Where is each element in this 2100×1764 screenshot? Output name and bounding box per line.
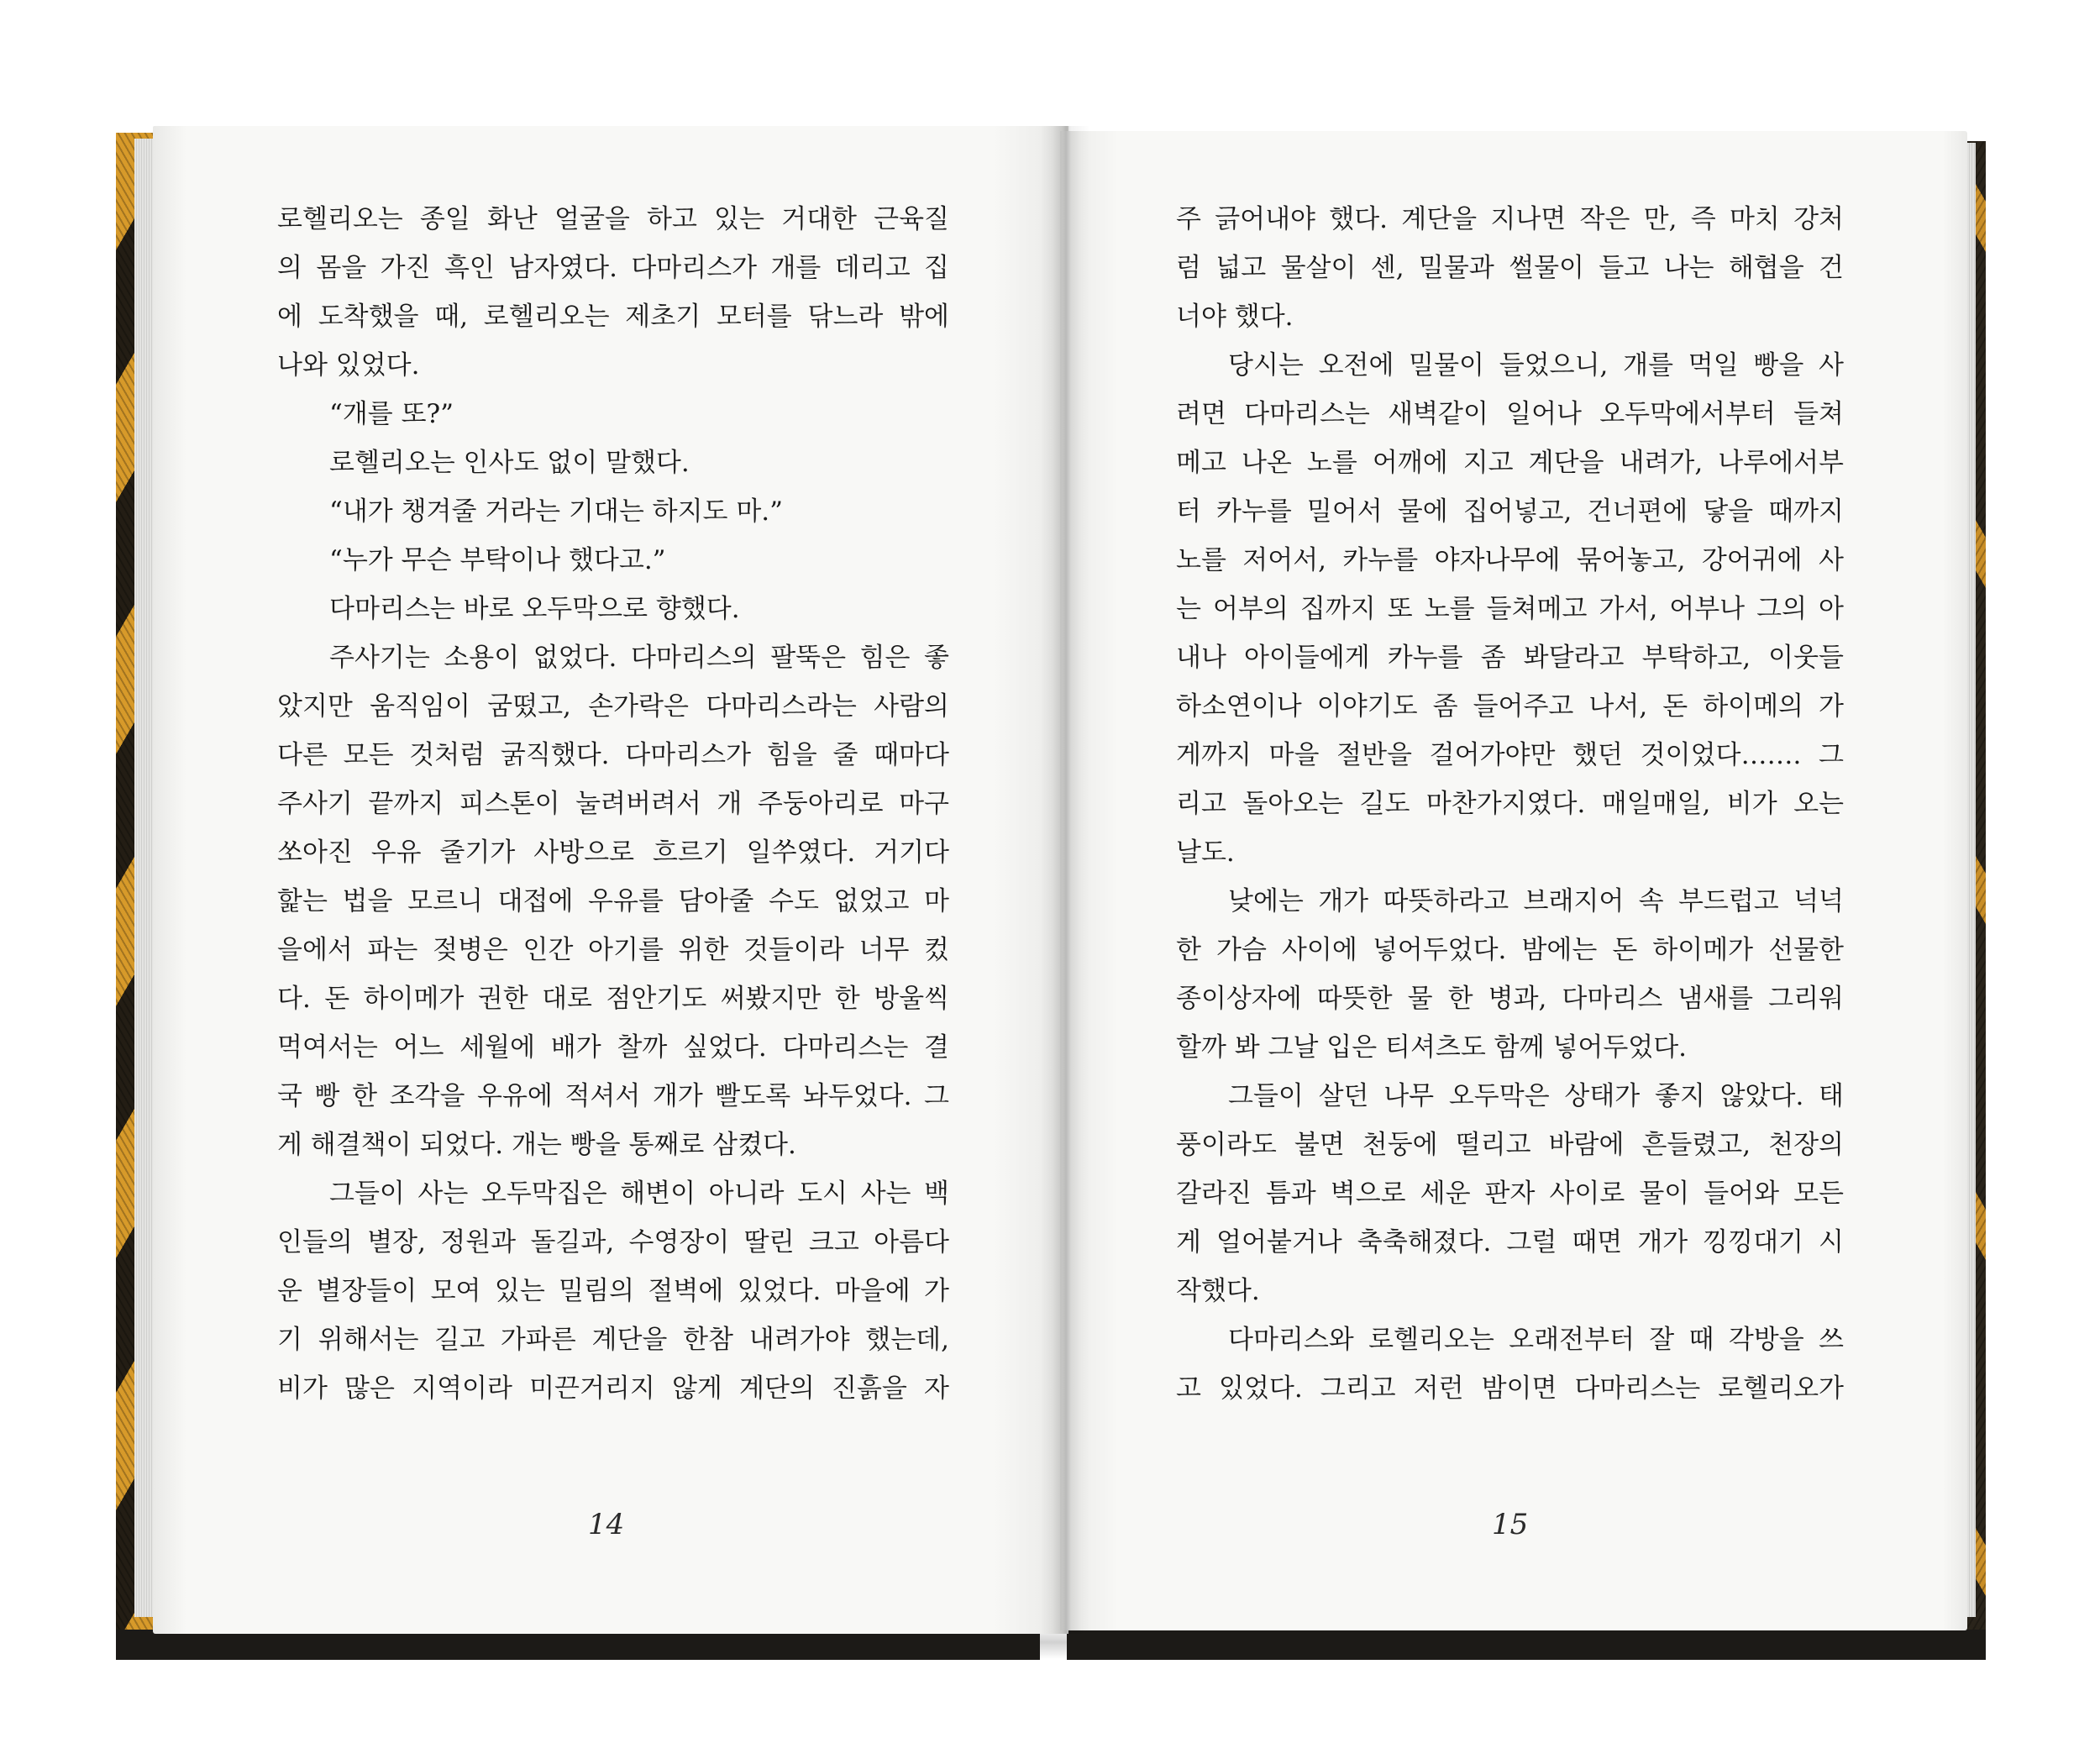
text-line: 주사기 끝까지 피스톤이 눌려버려서 개 주둥아리로 마구 — [277, 789, 949, 819]
text-line: 인들의 별장, 정원과 돌길과, 수영장이 딸린 크고 아름다 — [277, 1227, 949, 1257]
text-line: 게까지 마을 절반을 걸어가야만 했던 것이었다……. 그 — [1176, 740, 1844, 770]
text-line: 하소연이나 이야기도 좀 들어주고 나서, 돈 하이메의 가 — [1176, 691, 1844, 722]
dialogue-line: “누가 무슨 부탁이나 했다고.” — [329, 545, 666, 575]
text-line: 할까 봐 그날 입은 티셔츠도 함께 넣어두었다. — [1176, 1032, 1688, 1063]
text-line: 게 해결책이 되었다. 개는 빵을 통째로 삼켰다. — [277, 1130, 796, 1160]
text-line: 의 몸을 가진 흑인 남자였다. 다마리스가 개를 데리고 집 — [277, 253, 949, 283]
text-line: 메고 나온 노를 어깨에 지고 계단을 내려가, 나루에서부 — [1176, 448, 1844, 478]
text-line: 로헬리오는 인사도 없이 말했다. — [329, 448, 690, 478]
text-line: 터 카누를 밀어서 물에 집어넣고, 건너편에 닿을 때까지 — [1176, 496, 1844, 527]
text-line: 았지만 움직임이 굼떴고, 손가락은 다마리스라는 사람의 — [277, 691, 949, 722]
text-line: 쏘아진 우유 줄기가 사방으로 흐르기 일쑤였다. 거기다 — [277, 837, 949, 868]
right-page-body — [1176, 195, 1844, 1413]
text-line: 다. 돈 하이메가 권한 대로 점안기도 써봤지만 한 방울씩 — [277, 984, 949, 1014]
dialogue-line: “내가 챙겨줄 거라는 기대는 하지도 마.” — [329, 496, 784, 527]
text-line: 주 긁어내야 했다. 계단을 지나면 작은 만, 즉 마치 강처 — [1176, 204, 1844, 234]
text-line: 그들이 사는 오두막집은 해변이 아니라 도시 사는 백 — [329, 1179, 949, 1209]
text-line: 풍이라도 불면 천둥에 떨리고 바람에 흔들렸고, 천장의 — [1176, 1130, 1844, 1160]
text-line: 에 도착했을 때, 로헬리오는 제초기 모터를 닦느라 밖에 — [277, 302, 949, 332]
text-line: 고 있었다. 그리고 저런 밤이면 다마리스는 로헬리오가 — [1176, 1373, 1844, 1404]
text-line: 먹여서는 어느 세월에 배가 찰까 싶었다. 다마리스는 결 — [277, 1032, 949, 1063]
text-line: 는 어부의 집까지 또 노를 들쳐메고 가서, 어부나 그의 아 — [1176, 594, 1844, 624]
text-line: 나와 있었다. — [277, 350, 420, 381]
text-line: 럼 넓고 물살이 센, 밀물과 썰물이 들고 나는 해협을 건 — [1176, 253, 1844, 283]
text-line: 노를 저어서, 카누를 야자나무에 묶어놓고, 강어귀에 사 — [1176, 545, 1844, 575]
text-line: 당시는 오전에 밀물이 들었으니, 개를 먹일 빵을 사 — [1228, 350, 1844, 381]
left-page-body — [277, 195, 949, 1413]
text-line: 갈라진 틈과 벽으로 세운 판자 사이로 물이 들어와 모든 — [1176, 1179, 1844, 1209]
text-line: 한 가슴 사이에 넣어두었다. 밤에는 돈 하이메가 선물한 — [1176, 935, 1844, 965]
text-line: 핥는 법을 모르니 대접에 우유를 담아줄 수도 없었고 마 — [277, 886, 949, 916]
text-line: 게 얼어붙거나 축축해졌다. 그럴 때면 개가 낑낑대기 시 — [1176, 1227, 1844, 1257]
text-line: 려면 다마리스는 새벽같이 일어나 오두막에서부터 들쳐 — [1176, 399, 1844, 429]
text-line: 그들이 살던 나무 오두막은 상태가 좋지 않았다. 태 — [1228, 1081, 1844, 1111]
hardcover-bottom-left — [116, 1630, 1040, 1660]
text-line: 내나 아이들에게 카누를 좀 봐달라고 부탁하고, 이웃들 — [1176, 643, 1844, 673]
text-line: 기 위해서는 길고 가파른 계단을 한참 내려가야 했는데, — [277, 1325, 949, 1355]
text-line: 로헬리오는 종일 화난 얼굴을 하고 있는 거대한 근육질 — [277, 204, 949, 234]
text-line: 다마리스는 바로 오두막으로 향했다. — [329, 594, 740, 624]
text-line: 주사기는 소용이 없었다. 다마리스의 팔뚝은 힘은 좋 — [329, 643, 949, 673]
text-line: 리고 돌아오는 길도 마찬가지였다. 매일매일, 비가 오는 — [1176, 789, 1844, 819]
dialogue-line: “개를 또?” — [329, 399, 454, 429]
text-line: 종이상자에 따뜻한 물 한 병과, 다마리스 냄새를 그리워 — [1176, 984, 1844, 1014]
text-line: 운 별장들이 모여 있는 밀림의 절벽에 있었다. 마을에 가 — [277, 1276, 949, 1306]
text-line: 작했다. — [1176, 1276, 1260, 1306]
text-line: 다마리스와 로헬리오는 오래전부터 잘 때 각방을 쓰 — [1228, 1325, 1844, 1355]
page-number-left: 14 — [588, 1508, 625, 1541]
text-line: 다른 모든 것처럼 굵직했다. 다마리스가 힘을 줄 때마다 — [277, 740, 949, 770]
text-line: 낮에는 개가 따뜻하라고 브래지어 속 부드럽고 넉넉 — [1228, 886, 1844, 916]
text-line: 비가 많은 지역이라 미끈거리지 않게 계단의 진흙을 자 — [277, 1373, 949, 1404]
book-gutter — [1040, 126, 1090, 1634]
hardcover-bottom-right — [1067, 1630, 1986, 1660]
text-line: 국 빵 한 조각을 우유에 적셔서 개가 빨도록 놔두었다. 그 — [277, 1081, 949, 1111]
text-line: 너야 했다. — [1176, 302, 1294, 332]
text-line: 날도. — [1176, 837, 1235, 868]
page-number-right: 15 — [1492, 1508, 1529, 1541]
text-line: 을에서 파는 젖병은 인간 아기를 위한 것들이라 너무 컸 — [277, 935, 949, 965]
